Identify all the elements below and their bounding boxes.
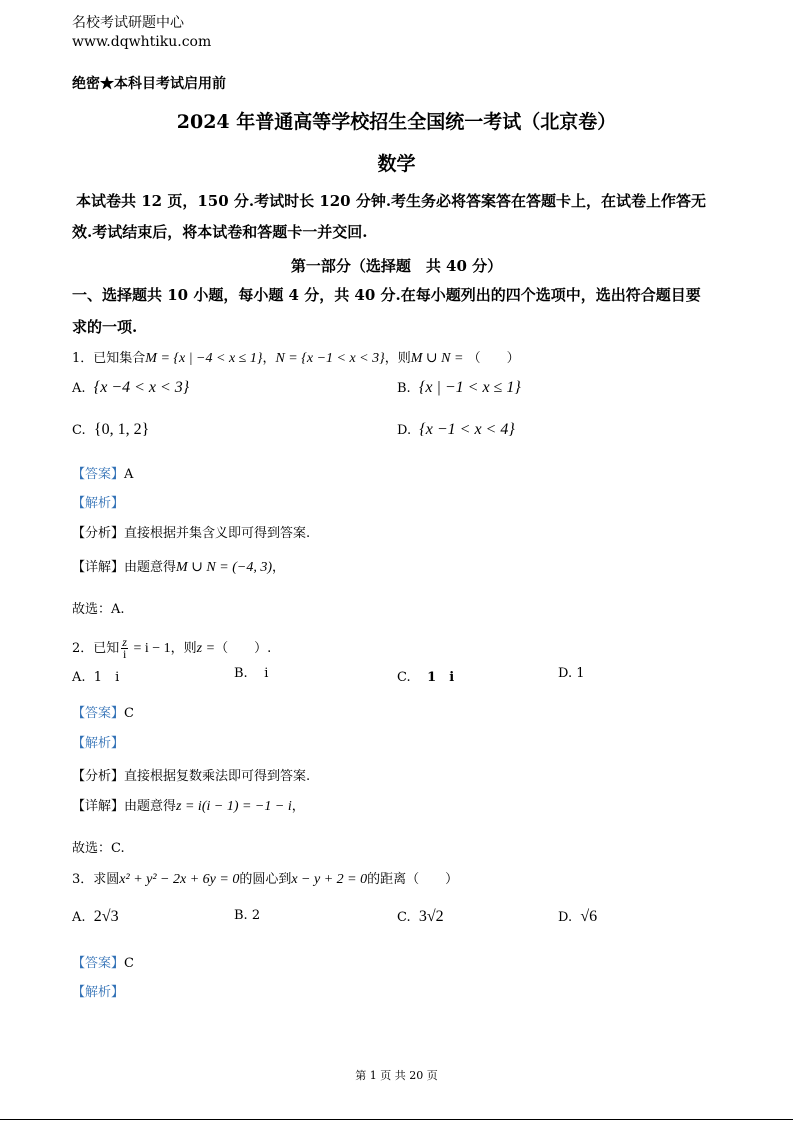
q1-comma: ， [262, 351, 276, 366]
q3-circle-eq: x² + y² − 2x + 6y = 0 [119, 872, 240, 887]
bottom-rule [0, 1119, 793, 1120]
q2-stem-mid: ，则 [170, 641, 197, 656]
q1-option-d-label: D. [397, 423, 412, 438]
q3-option-c-label: C. [397, 910, 411, 925]
q1-answer [72, 463, 133, 482]
q3-option-c [397, 908, 444, 926]
q1-answer-value: A [124, 467, 134, 482]
q2-stem [72, 637, 271, 660]
q1-stem-mid: ，则 [384, 351, 411, 366]
q2-option-a-value: 1 i [93, 670, 120, 685]
part1-instruction-2: 求的一项. [72, 318, 138, 336]
exam-title: 2024 年普通高等学校招生全国统一考试（北京卷） [176, 111, 617, 133]
q1-xiangjie [72, 556, 285, 576]
q3-option-a-label: A. [72, 910, 86, 925]
q2-xiangjie-prefix: 由题意得 [124, 799, 177, 814]
q2-stem-math: = i − 1 [129, 641, 171, 656]
intro-line-2: 效.考试结束后，将本试卷和答题卡一并交回. [72, 223, 368, 241]
q2-xiangjie [72, 795, 305, 815]
page-number: 第 1 页 共 20 页 [355, 1069, 438, 1082]
q3-answer-tag: 【答案】 [72, 956, 125, 971]
q3-option-d-value: √6 [580, 908, 598, 925]
q2-option-c [397, 666, 454, 685]
q2-option-d: D. 1 [558, 666, 585, 681]
q3-stem-suffix: 的距离（ ） [367, 872, 459, 887]
q2-answer [72, 702, 134, 721]
q2-stem-prefix: 2．已知 [72, 641, 120, 656]
q1-fenxi-text: 直接根据并集含义即可得到答案. [124, 526, 311, 541]
q1-set-n: N = {x −1 < x < 3} [275, 351, 385, 366]
q1-option-c-label: C. [72, 423, 86, 438]
q2-fenxi-tag: 【分析】 [72, 769, 125, 784]
q2-option-b [234, 666, 268, 681]
q2-option-b-value: i [264, 666, 269, 681]
q1-fenxi [72, 522, 310, 541]
q3-answer-value: C [124, 956, 134, 971]
q3-option-d-label: D. [558, 910, 573, 925]
q1-option-d-value: {x −1 < x < 4} [419, 421, 515, 438]
q1-stem [72, 347, 520, 367]
q2-analysis-tag: 【解析】 [72, 736, 125, 751]
q3-stem [72, 868, 458, 888]
q1-xiangjie-suffix: ， [271, 560, 285, 575]
q2-fenxi-text: 直接根据复数乘法即可得到答案. [124, 769, 311, 784]
intro-line-1: 本试卷共 12 页，150 分.考试时长 120 分钟.考生务必将答案答在答题卡上，在试卷上作答无 [76, 192, 707, 210]
part1-instruction-1: 一、选择题共 10 小题，每小题 4 分，共 40 分.在每小题列出的四个选项中，选出符合题目要 [72, 286, 701, 304]
q3-line-eq: x − y + 2 = 0 [291, 872, 368, 887]
q1-option-b-value: {x | −1 < x ≤ 1} [418, 379, 521, 396]
q2-frac-num: z [122, 635, 127, 649]
q2-xiangjie-tag: 【详解】 [72, 799, 125, 814]
q1-option-a [72, 379, 189, 397]
q2-frac-den: i [122, 647, 127, 661]
q2-xiangjie-suffix: ， [291, 799, 305, 814]
q2-option-c-label: C. [397, 670, 411, 685]
part1-heading: 第一部分（选择题 共 40 分） [290, 257, 503, 275]
q1-option-b-label: B. [397, 381, 411, 396]
q3-stem-prefix: 3．求圆 [72, 872, 120, 887]
q1-option-a-value: {x −4 < x < 3} [93, 379, 190, 396]
q1-option-c [72, 421, 149, 439]
q2-answer-value: C [124, 706, 134, 721]
q1-xiangjie-math: M ∪ N = (−4, 3) [176, 560, 272, 575]
q2-option-c-value: 1 i [427, 670, 455, 685]
q1-xiangjie-tag: 【详解】 [72, 560, 125, 575]
q2-paren: （ ）. [215, 641, 272, 656]
secret-mark: 绝密★本科目考试启用前 [72, 76, 226, 92]
q1-expr: M ∪ N = [410, 351, 464, 366]
q3-stem-mid: 的圆心到 [239, 872, 292, 887]
q3-option-d [558, 908, 597, 926]
q1-option-b [397, 379, 521, 397]
q2-option-b-label: B. [234, 666, 248, 681]
q3-option-b: B. 2 [234, 908, 261, 923]
q1-analysis-tag: 【解析】 [72, 496, 125, 511]
q2-xiangjie-math: z = i(i − 1) = −1 − i [176, 799, 292, 814]
q1-paren: （ ） [467, 351, 520, 366]
q1-fenxi-tag: 【分析】 [72, 526, 125, 541]
subject-title: 数学 [377, 153, 416, 175]
q1-option-d [397, 421, 515, 439]
q1-set-m: M = {x | −4 < x ≤ 1} [145, 351, 263, 366]
q2-stem-z: z = [196, 641, 216, 656]
site-name: 名校考试研题中心 [72, 15, 184, 31]
q3-option-a-value: 2√3 [93, 908, 119, 925]
q2-conclusion: 故选：C. [72, 841, 125, 856]
q2-fenxi [72, 765, 310, 784]
q3-answer [72, 952, 134, 971]
q1-conclusion: 故选：A. [72, 602, 125, 617]
q1-stem-prefix: 1．已知集合 [72, 351, 146, 366]
q3-option-a [72, 908, 119, 926]
q2-fraction [121, 637, 128, 660]
q1-option-a-label: A. [72, 381, 86, 396]
q2-answer-tag: 【答案】 [72, 706, 125, 721]
q2-option-a-label: A. [72, 670, 86, 685]
q1-option-c-value: {0, 1, 2} [93, 421, 150, 438]
q1-answer-tag: 【答案】 [72, 467, 125, 482]
site-url: www.dqwhtiku.com [72, 34, 212, 50]
q3-option-c-value: 3√2 [418, 908, 444, 925]
q1-xiangjie-prefix: 由题意得 [124, 560, 177, 575]
q3-analysis-tag: 【解析】 [72, 985, 125, 1000]
q2-option-a [72, 666, 119, 685]
